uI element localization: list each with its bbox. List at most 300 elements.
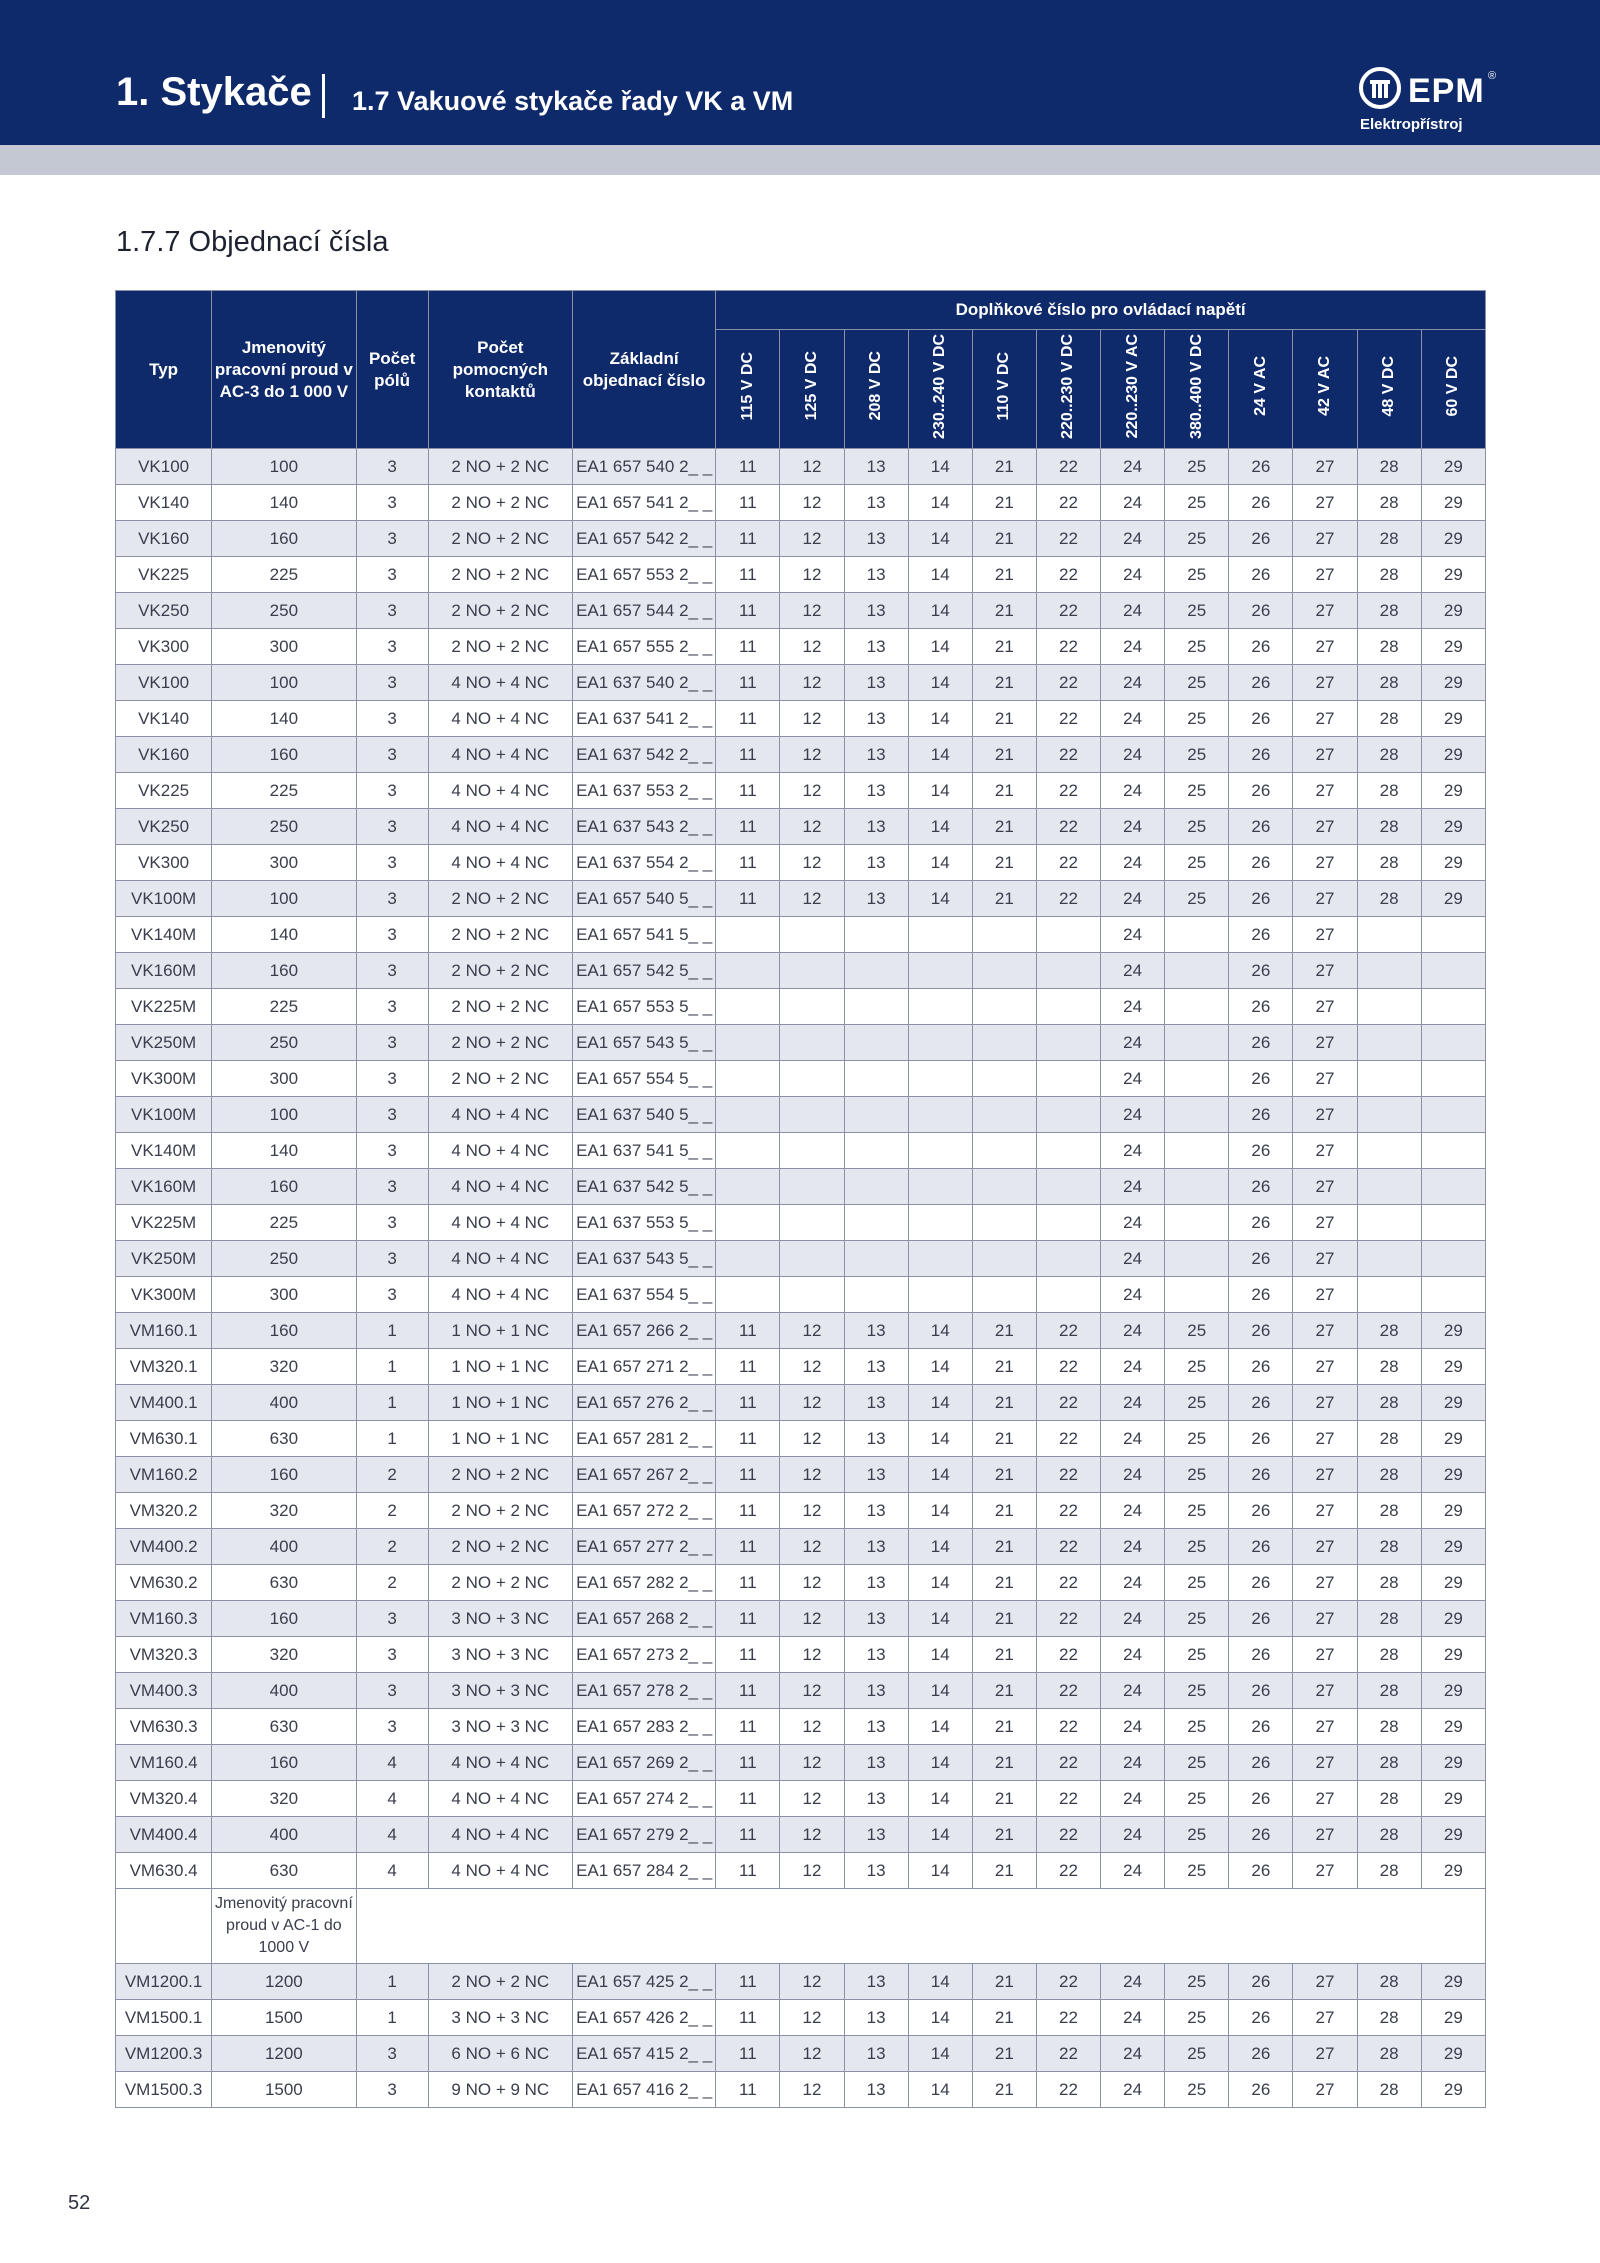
cell-voltage-code: 12 (780, 521, 844, 557)
cell-voltage-code: 27 (1293, 881, 1357, 917)
cell-voltage-code (780, 1169, 844, 1205)
cell-typ: VK300M (116, 1061, 212, 1097)
cell-aux-contacts: 4 NO + 4 NC (428, 1097, 572, 1133)
cell-voltage-code: 22 (1036, 593, 1100, 629)
cell-voltage-code: 14 (908, 1385, 972, 1421)
cell-voltage-code: 27 (1293, 1025, 1357, 1061)
cell-poles: 3 (356, 1169, 428, 1205)
table-row (116, 1169, 1486, 1205)
cell-poles: 3 (356, 485, 428, 521)
cell-voltage-code (1421, 1169, 1485, 1205)
cell-order-number: EA1 657 266 2_ _ (572, 1313, 715, 1349)
cell-current: 225 (212, 773, 356, 809)
cell-voltage-code: 11 (716, 1601, 780, 1637)
cell-voltage-code (716, 1205, 780, 1241)
cell-voltage-code (1357, 1205, 1421, 1241)
cell-voltage-code (1357, 989, 1421, 1025)
cell-voltage-code: 24 (1101, 629, 1165, 665)
cell-poles: 3 (356, 1637, 428, 1673)
cell-voltage-code: 22 (1036, 1349, 1100, 1385)
cell-voltage-code (908, 953, 972, 989)
cell-current: 400 (212, 1529, 356, 1565)
cell-voltage-code: 12 (780, 1964, 844, 2000)
cell-voltage-code: 21 (972, 1457, 1036, 1493)
cell-voltage-code: 26 (1229, 845, 1293, 881)
cell-voltage-code: 14 (908, 665, 972, 701)
cell-voltage-code: 27 (1293, 665, 1357, 701)
cell-typ: VM320.2 (116, 1493, 212, 1529)
header-voltage-label: 220..230 V AC (1123, 333, 1141, 439)
cell-voltage-code (780, 1133, 844, 1169)
cell-voltage-code: 22 (1036, 1529, 1100, 1565)
cell-voltage-code: 12 (780, 1817, 844, 1853)
cell-typ: VK100M (116, 881, 212, 917)
cell-voltage-code: 11 (716, 1385, 780, 1421)
cell-poles: 1 (356, 1349, 428, 1385)
cell-voltage-code: 11 (716, 773, 780, 809)
cell-voltage-code (972, 1097, 1036, 1133)
cell-voltage-code (716, 1241, 780, 1277)
cell-voltage-code: 11 (716, 1673, 780, 1709)
cell-voltage-code (908, 1025, 972, 1061)
cell-voltage-code: 25 (1165, 1637, 1229, 1673)
cell-voltage-code (1036, 1241, 1100, 1277)
cell-typ: VK140M (116, 917, 212, 953)
cell-voltage-code: 13 (844, 593, 908, 629)
cell-voltage-code: 12 (780, 1673, 844, 1709)
cell-typ: VM1500.3 (116, 2072, 212, 2108)
cell-aux-contacts: 4 NO + 4 NC (428, 1745, 572, 1781)
cell-voltage-code: 28 (1357, 485, 1421, 521)
cell-voltage-code (780, 1061, 844, 1097)
cell-voltage-code: 25 (1165, 845, 1229, 881)
cell-typ: VM160.1 (116, 1313, 212, 1349)
cell-voltage-code: 26 (1229, 1493, 1293, 1529)
cell-voltage-code: 26 (1229, 773, 1293, 809)
cell-voltage-code: 24 (1101, 1745, 1165, 1781)
cell-typ: VK225M (116, 1205, 212, 1241)
subheader-blank-span (356, 1889, 1485, 1964)
cell-voltage-code: 13 (844, 737, 908, 773)
cell-voltage-code: 12 (780, 1385, 844, 1421)
cell-voltage-code: 11 (716, 2036, 780, 2072)
header-voltage (1165, 330, 1229, 449)
cell-voltage-code: 26 (1229, 1277, 1293, 1313)
cell-poles: 2 (356, 1565, 428, 1601)
cell-aux-contacts: 2 NO + 2 NC (428, 449, 572, 485)
cell-aux-contacts: 4 NO + 4 NC (428, 1205, 572, 1241)
cell-order-number: EA1 637 553 5_ _ (572, 1205, 715, 1241)
cell-typ: VM160.2 (116, 1457, 212, 1493)
cell-voltage-code: 22 (1036, 773, 1100, 809)
cell-voltage-code: 11 (716, 1493, 780, 1529)
cell-current: 320 (212, 1493, 356, 1529)
cell-voltage-code: 24 (1101, 953, 1165, 989)
cell-voltage-code: 28 (1357, 1673, 1421, 1709)
cell-voltage-code: 28 (1357, 881, 1421, 917)
cell-voltage-code: 22 (1036, 1781, 1100, 1817)
cell-voltage-code (1421, 1025, 1485, 1061)
cell-aux-contacts: 4 NO + 4 NC (428, 737, 572, 773)
cell-voltage-code: 13 (844, 1457, 908, 1493)
cell-voltage-code: 27 (1293, 1313, 1357, 1349)
cell-voltage-code: 25 (1165, 665, 1229, 701)
cell-voltage-code: 21 (972, 1709, 1036, 1745)
cell-voltage-code: 21 (972, 1493, 1036, 1529)
cell-order-number: EA1 657 273 2_ _ (572, 1637, 715, 1673)
cell-voltage-code: 21 (972, 737, 1036, 773)
cell-voltage-code (1165, 1241, 1229, 1277)
cell-voltage-code: 25 (1165, 1781, 1229, 1817)
cell-voltage-code: 12 (780, 557, 844, 593)
cell-voltage-code: 26 (1229, 1421, 1293, 1457)
cell-aux-contacts: 4 NO + 4 NC (428, 1277, 572, 1313)
cell-voltage-code (1165, 1205, 1229, 1241)
cell-voltage-code: 12 (780, 845, 844, 881)
cell-voltage-code: 13 (844, 449, 908, 485)
cell-voltage-code: 21 (972, 521, 1036, 557)
cell-voltage-code: 25 (1165, 1745, 1229, 1781)
cell-voltage-code: 22 (1036, 1745, 1100, 1781)
cell-voltage-code (844, 917, 908, 953)
cell-voltage-code (1421, 1133, 1485, 1169)
cell-voltage-code: 27 (1293, 629, 1357, 665)
cell-current: 100 (212, 449, 356, 485)
cell-voltage-code: 22 (1036, 1601, 1100, 1637)
cell-voltage-code: 26 (1229, 485, 1293, 521)
cell-voltage-code: 25 (1165, 1565, 1229, 1601)
cell-current: 250 (212, 809, 356, 845)
cell-voltage-code: 24 (1101, 1637, 1165, 1673)
cell-voltage-code (780, 917, 844, 953)
table-row (116, 1205, 1486, 1241)
cell-voltage-code: 28 (1357, 521, 1421, 557)
header-typ: Typ (116, 291, 212, 449)
logo-brand: EPM (1408, 72, 1485, 110)
cell-voltage-code: 28 (1357, 773, 1421, 809)
cell-voltage-code (1165, 1169, 1229, 1205)
cell-voltage-code (1165, 989, 1229, 1025)
cell-typ: VM320.4 (116, 1781, 212, 1817)
cell-current: 160 (212, 953, 356, 989)
cell-voltage-code: 25 (1165, 2072, 1229, 2108)
cell-voltage-code (716, 1097, 780, 1133)
cell-current: 320 (212, 1637, 356, 1673)
cell-voltage-code: 11 (716, 2000, 780, 2036)
cell-voltage-code: 13 (844, 557, 908, 593)
cell-voltage-code: 21 (972, 881, 1036, 917)
cell-typ: VM630.2 (116, 1565, 212, 1601)
cell-voltage-code: 25 (1165, 809, 1229, 845)
cell-aux-contacts: 9 NO + 9 NC (428, 2072, 572, 2108)
cell-current: 160 (212, 1457, 356, 1493)
cell-voltage-code: 25 (1165, 1709, 1229, 1745)
cell-aux-contacts: 2 NO + 2 NC (428, 989, 572, 1025)
cell-voltage-code: 14 (908, 1745, 972, 1781)
cell-voltage-code: 27 (1293, 1709, 1357, 1745)
cell-current: 140 (212, 1133, 356, 1169)
cell-current: 300 (212, 845, 356, 881)
cell-voltage-code (780, 953, 844, 989)
cell-aux-contacts: 3 NO + 3 NC (428, 1601, 572, 1637)
cell-typ: VM400.2 (116, 1529, 212, 1565)
cell-typ: VM400.1 (116, 1385, 212, 1421)
cell-voltage-code: 28 (1357, 1421, 1421, 1457)
cell-voltage-code (1421, 1205, 1485, 1241)
cell-voltage-code: 14 (908, 737, 972, 773)
cell-order-number: EA1 657 415 2_ _ (572, 2036, 715, 2072)
cell-voltage-code: 11 (716, 1313, 780, 1349)
table-row (116, 917, 1486, 953)
cell-voltage-code: 25 (1165, 1385, 1229, 1421)
cell-voltage-code: 21 (972, 1601, 1036, 1637)
cell-voltage-code (780, 1205, 844, 1241)
cell-voltage-code: 13 (844, 665, 908, 701)
cell-poles: 3 (356, 881, 428, 917)
cell-typ: VM630.1 (116, 1421, 212, 1457)
cell-voltage-code: 13 (844, 1421, 908, 1457)
cell-voltage-code: 11 (716, 1709, 780, 1745)
cell-voltage-code: 21 (972, 809, 1036, 845)
cell-voltage-code (972, 1241, 1036, 1277)
cell-voltage-code: 21 (972, 2072, 1036, 2108)
cell-voltage-code: 29 (1421, 2000, 1485, 2036)
cell-voltage-code: 25 (1165, 1817, 1229, 1853)
cell-voltage-code: 14 (908, 1709, 972, 1745)
cell-voltage-code: 26 (1229, 1169, 1293, 1205)
cell-voltage-code: 25 (1165, 485, 1229, 521)
cell-voltage-code: 22 (1036, 665, 1100, 701)
cell-current: 1200 (212, 1964, 356, 2000)
cell-voltage-code: 27 (1293, 1457, 1357, 1493)
cell-voltage-code (1357, 1097, 1421, 1133)
cell-voltage-code: 21 (972, 1637, 1036, 1673)
cell-voltage-code: 21 (972, 1781, 1036, 1817)
logo-registered: ® (1488, 70, 1497, 82)
cell-voltage-code (1421, 953, 1485, 989)
cell-voltage-code: 28 (1357, 1385, 1421, 1421)
cell-order-number: EA1 657 276 2_ _ (572, 1385, 715, 1421)
cell-voltage-code: 26 (1229, 1061, 1293, 1097)
table-row (116, 2036, 1486, 2072)
table-row (116, 1061, 1486, 1097)
cell-voltage-code: 28 (1357, 1493, 1421, 1529)
cell-voltage-code (716, 1277, 780, 1313)
cell-voltage-code: 21 (972, 1745, 1036, 1781)
cell-current: 250 (212, 1025, 356, 1061)
cell-voltage-code: 21 (972, 593, 1036, 629)
cell-voltage-code: 28 (1357, 1529, 1421, 1565)
cell-voltage-code (1165, 1025, 1229, 1061)
table-row (116, 665, 1486, 701)
cell-voltage-code: 21 (972, 1529, 1036, 1565)
table-row (116, 485, 1486, 521)
cell-voltage-code: 27 (1293, 1493, 1357, 1529)
cell-voltage-code: 24 (1101, 2072, 1165, 2108)
cell-voltage-code: 11 (716, 1853, 780, 1889)
cell-voltage-code: 29 (1421, 1529, 1485, 1565)
cell-voltage-code: 27 (1293, 2036, 1357, 2072)
cell-voltage-code: 14 (908, 1457, 972, 1493)
cell-voltage-code: 26 (1229, 989, 1293, 1025)
cell-poles: 1 (356, 1421, 428, 1457)
cell-voltage-code: 11 (716, 1781, 780, 1817)
cell-voltage-code: 28 (1357, 1964, 1421, 2000)
cell-voltage-code: 14 (908, 1637, 972, 1673)
cell-voltage-code (972, 1169, 1036, 1205)
cell-order-number: EA1 657 283 2_ _ (572, 1709, 715, 1745)
cell-voltage-code: 27 (1293, 1529, 1357, 1565)
cell-current: 300 (212, 1061, 356, 1097)
cell-voltage-code: 22 (1036, 1853, 1100, 1889)
cell-order-number: EA1 657 554 5_ _ (572, 1061, 715, 1097)
cell-voltage-code: 27 (1293, 2000, 1357, 2036)
cell-voltage-code: 26 (1229, 1781, 1293, 1817)
table-row (116, 845, 1486, 881)
table-row (116, 1457, 1486, 1493)
cell-poles: 3 (356, 1673, 428, 1709)
cell-voltage-code: 11 (716, 485, 780, 521)
cell-voltage-code: 14 (908, 845, 972, 881)
cell-voltage-code: 13 (844, 881, 908, 917)
cell-voltage-code: 11 (716, 665, 780, 701)
cell-voltage-code: 11 (716, 845, 780, 881)
cell-poles: 3 (356, 1601, 428, 1637)
cell-voltage-code: 25 (1165, 1421, 1229, 1457)
cell-voltage-code: 12 (780, 1313, 844, 1349)
table-row (116, 1349, 1486, 1385)
cell-current: 300 (212, 629, 356, 665)
cell-voltage-code (844, 1097, 908, 1133)
cell-voltage-code (780, 1097, 844, 1133)
table-row (116, 1601, 1486, 1637)
cell-order-number: EA1 637 541 2_ _ (572, 701, 715, 737)
cell-voltage-code: 27 (1293, 989, 1357, 1025)
header-voltage (1421, 330, 1485, 449)
cell-current: 140 (212, 701, 356, 737)
cell-voltage-code: 25 (1165, 557, 1229, 593)
cell-aux-contacts: 4 NO + 4 NC (428, 1817, 572, 1853)
cell-voltage-code: 13 (844, 773, 908, 809)
cell-current: 400 (212, 1673, 356, 1709)
cell-order-number: EA1 657 267 2_ _ (572, 1457, 715, 1493)
header-voltage (1357, 330, 1421, 449)
table-row (116, 2072, 1486, 2108)
header-voltage-label: 110 V DC (995, 351, 1013, 421)
cell-voltage-code: 13 (844, 1964, 908, 2000)
cell-voltage-code: 25 (1165, 1673, 1229, 1709)
cell-order-number: EA1 657 541 5_ _ (572, 917, 715, 953)
cell-voltage-code: 29 (1421, 701, 1485, 737)
cell-voltage-code: 24 (1101, 845, 1165, 881)
cell-poles: 3 (356, 1709, 428, 1745)
cell-voltage-code: 26 (1229, 953, 1293, 989)
cell-aux-contacts: 4 NO + 4 NC (428, 1133, 572, 1169)
cell-voltage-code: 29 (1421, 737, 1485, 773)
cell-voltage-code: 27 (1293, 1745, 1357, 1781)
cell-current: 225 (212, 557, 356, 593)
cell-order-number: EA1 657 555 2_ _ (572, 629, 715, 665)
cell-order-number: EA1 657 271 2_ _ (572, 1349, 715, 1385)
cell-poles: 3 (356, 737, 428, 773)
cell-typ: VK225 (116, 557, 212, 593)
header-voltage-label: 60 V DC (1444, 355, 1462, 417)
cell-voltage-code: 11 (716, 701, 780, 737)
cell-voltage-code: 13 (844, 629, 908, 665)
cell-voltage-code: 13 (844, 1709, 908, 1745)
cell-voltage-code: 29 (1421, 449, 1485, 485)
cell-aux-contacts: 4 NO + 4 NC (428, 845, 572, 881)
cell-voltage-code (1036, 1169, 1100, 1205)
cell-typ: VK100 (116, 449, 212, 485)
cell-voltage-code: 27 (1293, 1853, 1357, 1889)
cell-voltage-code (972, 1025, 1036, 1061)
header-voltage (1293, 330, 1357, 449)
header-voltage (1036, 330, 1100, 449)
cell-voltage-code (908, 1169, 972, 1205)
cell-order-number: EA1 637 541 5_ _ (572, 1133, 715, 1169)
cell-voltage-code: 26 (1229, 557, 1293, 593)
cell-voltage-code (780, 989, 844, 1025)
cell-voltage-code (1036, 917, 1100, 953)
cell-voltage-code: 25 (1165, 1964, 1229, 2000)
cell-voltage-code: 25 (1165, 1529, 1229, 1565)
cell-aux-contacts: 6 NO + 6 NC (428, 2036, 572, 2072)
cell-typ: VM1200.3 (116, 2036, 212, 2072)
header-banner (0, 0, 1600, 145)
cell-voltage-code: 26 (1229, 629, 1293, 665)
cell-current: 160 (212, 1745, 356, 1781)
cell-voltage-code: 28 (1357, 449, 1421, 485)
cell-voltage-code: 28 (1357, 1313, 1421, 1349)
cell-order-number: EA1 657 541 2_ _ (572, 485, 715, 521)
cell-voltage-code: 28 (1357, 2036, 1421, 2072)
cell-aux-contacts: 2 NO + 2 NC (428, 1493, 572, 1529)
cell-voltage-code (1421, 917, 1485, 953)
cell-current: 225 (212, 1205, 356, 1241)
cell-voltage-code: 13 (844, 1601, 908, 1637)
cell-voltage-code: 29 (1421, 521, 1485, 557)
cell-aux-contacts: 2 NO + 2 NC (428, 521, 572, 557)
cell-voltage-code: 26 (1229, 1673, 1293, 1709)
cell-voltage-code (1357, 1133, 1421, 1169)
table-row (116, 953, 1486, 989)
table-row (116, 521, 1486, 557)
cell-voltage-code: 21 (972, 773, 1036, 809)
cell-voltage-code: 24 (1101, 809, 1165, 845)
cell-voltage-code: 24 (1101, 989, 1165, 1025)
cell-voltage-code: 26 (1229, 1205, 1293, 1241)
cell-poles: 3 (356, 809, 428, 845)
cell-voltage-code: 14 (908, 809, 972, 845)
table-row (116, 1673, 1486, 1709)
cell-voltage-code: 24 (1101, 1529, 1165, 1565)
cell-voltage-code: 26 (1229, 1964, 1293, 2000)
cell-voltage-code (1165, 1133, 1229, 1169)
cell-voltage-code (1036, 1277, 1100, 1313)
cell-voltage-code: 27 (1293, 1097, 1357, 1133)
cell-voltage-code: 26 (1229, 2036, 1293, 2072)
cell-poles: 1 (356, 1385, 428, 1421)
cell-voltage-code: 13 (844, 845, 908, 881)
cell-current: 630 (212, 1853, 356, 1889)
cell-voltage-code: 27 (1293, 1565, 1357, 1601)
cell-voltage-code: 24 (1101, 773, 1165, 809)
cell-voltage-code: 12 (780, 1745, 844, 1781)
chapter-title: 1. Stykače (116, 70, 312, 114)
cell-voltage-code: 22 (1036, 1817, 1100, 1853)
cell-voltage-code (716, 1025, 780, 1061)
